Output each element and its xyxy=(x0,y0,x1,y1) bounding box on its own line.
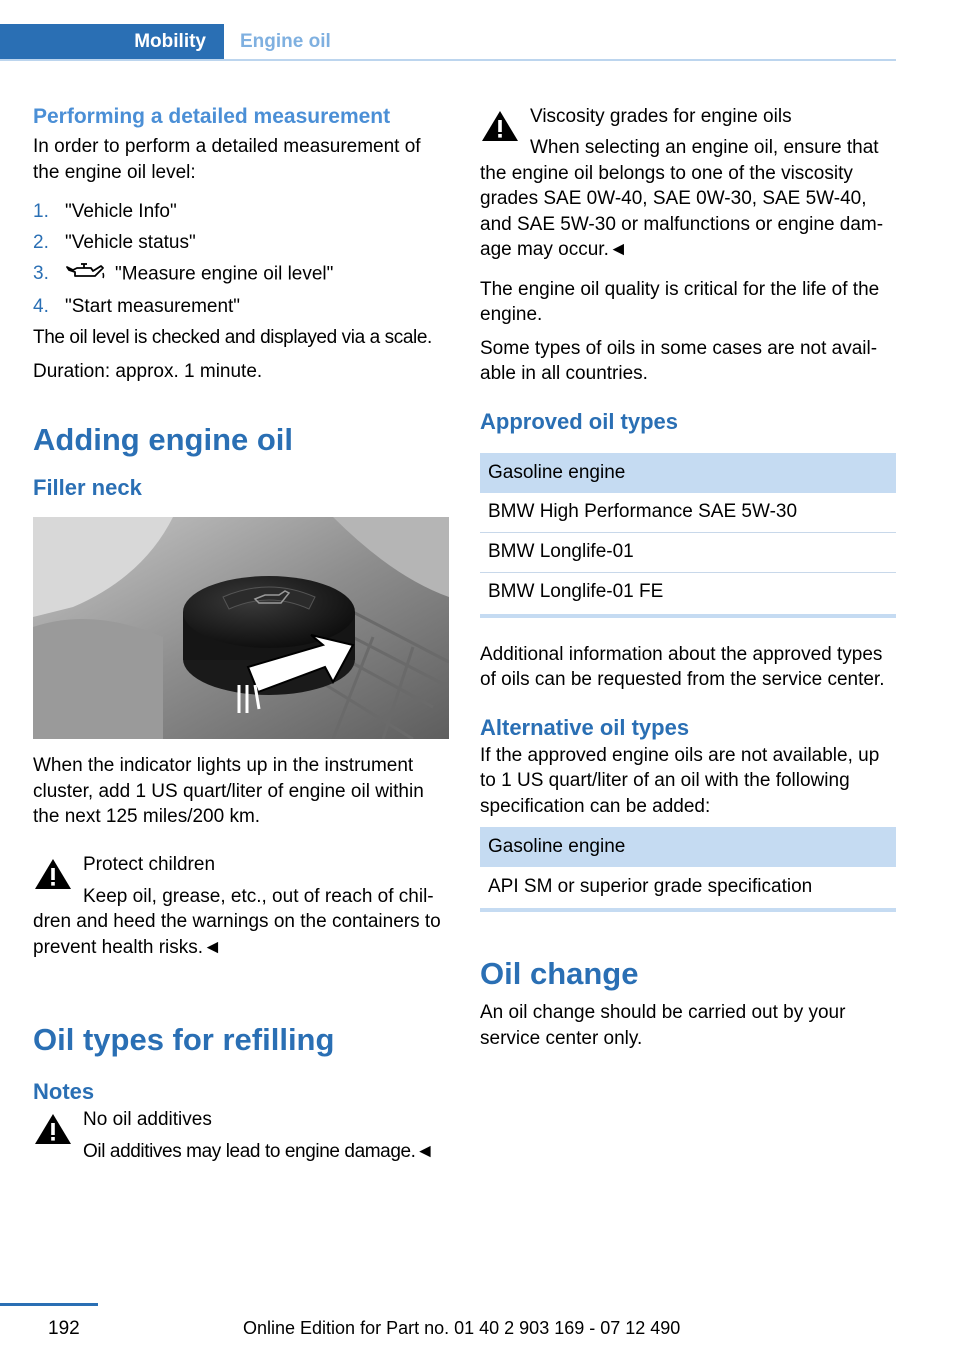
step-number: 2. xyxy=(33,232,49,253)
warning-title: No oil additives xyxy=(83,1109,212,1130)
indicator-text: When the indicator lights up in the instrument cluster, add 1 US quart/liter of engine oil within the next 125 miles/200 km. xyxy=(33,755,424,827)
footer-rule xyxy=(0,1303,98,1306)
table-header: Gasoline engine xyxy=(480,827,896,867)
detailed-measurement-heading: Performing a detailed measurement xyxy=(33,105,391,128)
scale-text: The oil level is checked and displayed via a scale. xyxy=(33,327,432,348)
table-end-rule xyxy=(480,614,896,618)
table-end-rule xyxy=(480,908,896,912)
filler-neck-heading: Filler neck xyxy=(33,475,142,500)
edition-text: Online Edition for Part no. 01 40 2 903 169 - 07 12 490 xyxy=(243,1318,681,1338)
step-text: "Measure engine oil level" xyxy=(115,263,334,285)
step-text: "Vehicle Info" xyxy=(65,201,177,222)
alternative-intro: If the approved engine oils are not available, up to 1 US quart/liter of an oil with the following specification can be added: xyxy=(480,744,880,817)
oil-types-heading: Oil types for refilling xyxy=(33,1022,335,1057)
step-item xyxy=(33,261,449,288)
header-divider xyxy=(0,59,896,61)
oil-change-heading: Oil change xyxy=(480,956,639,991)
oil-can-icon xyxy=(65,261,105,288)
table-cell: API SM or superior grade specification xyxy=(488,875,813,897)
warning-protect-children xyxy=(33,852,449,961)
warning-body: Oil additives may lead to engine damage.◄ xyxy=(83,1141,434,1162)
table-row xyxy=(480,493,896,533)
approved-oil-heading: Approved oil types xyxy=(480,408,679,434)
warning-triangle-icon xyxy=(480,108,520,144)
table-cell: BMW High Performance SAE 5W-30 xyxy=(480,493,896,533)
step-item xyxy=(33,294,449,319)
table-cell: BMW Longlife-01 FE xyxy=(488,581,664,602)
table-row xyxy=(480,572,896,612)
right-column xyxy=(480,100,896,1051)
section-tab: Mobility xyxy=(0,24,224,60)
topic-tab: Engine oil xyxy=(240,31,331,52)
step-number: 3. xyxy=(33,263,49,284)
step-item xyxy=(33,199,449,224)
additional-info-text: Additional information about the approved types of oils can be requested from the service center. xyxy=(480,643,885,690)
oil-change-text: An oil change should be carried out by your service center only. xyxy=(480,1002,846,1049)
adding-oil-heading: Adding engine oil xyxy=(33,422,294,457)
warning-no-additives xyxy=(33,1107,449,1165)
step-number: 1. xyxy=(33,201,49,222)
approved-oil-table xyxy=(480,453,896,612)
step-item xyxy=(33,230,449,255)
table-cell: BMW Longlife-01 xyxy=(480,532,896,572)
page-number: 192 xyxy=(48,1318,80,1339)
warning-triangle-icon xyxy=(33,856,73,892)
table-row xyxy=(480,867,896,906)
page-header xyxy=(0,24,896,60)
duration-text: Duration: approx. 1 minute. xyxy=(33,360,263,382)
warning-viscosity xyxy=(480,104,896,263)
warning-title: Viscosity grades for engine oils xyxy=(530,106,792,127)
warning-title: Protect children xyxy=(83,853,216,875)
quality-text: The engine oil quality is critical for the life of the engine. xyxy=(480,278,880,325)
step-text: "Start measurement" xyxy=(65,296,241,317)
availability-text: Some types of oils in some cases are not avail-able in all countries. xyxy=(480,337,878,384)
warning-body: Keep oil, grease, etc., out of reach of chil-dren and heed the warnings on the containers to prevent health risks.◄ xyxy=(33,885,441,958)
step-text: "Vehicle status" xyxy=(65,232,196,253)
filler-neck-photo xyxy=(33,517,449,739)
table-row xyxy=(480,532,896,572)
warning-body: When selecting an engine oil, ensure that the engine oil belongs to one of the viscosity grades SAE 0W-40, SAE 0W-30, SAE 5W-40, and SAE 5W-30 or malfunctions or engine dam-age may occur.◄ xyxy=(480,137,884,260)
table-header: Gasoline engine xyxy=(480,453,896,493)
measurement-steps xyxy=(33,199,449,319)
alternative-oil-table xyxy=(480,827,896,906)
notes-heading: Notes xyxy=(33,1079,95,1104)
warning-triangle-icon xyxy=(33,1111,73,1147)
step-number: 4. xyxy=(33,296,49,317)
left-column xyxy=(33,100,449,1165)
detailed-intro: In order to perform a detailed measurement of the engine oil level: xyxy=(33,136,421,183)
alternative-oil-heading: Alternative oil types xyxy=(480,714,690,740)
